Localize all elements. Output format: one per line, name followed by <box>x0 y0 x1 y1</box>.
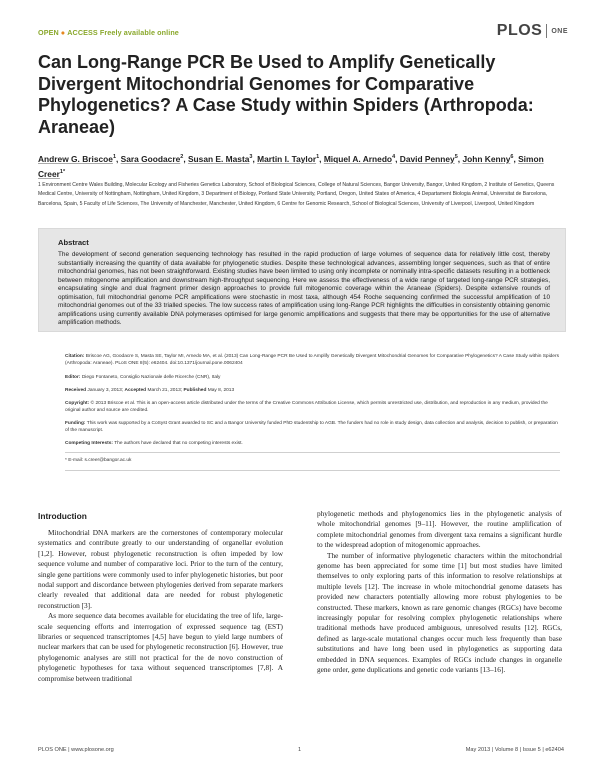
citation-label: Citation: <box>65 354 85 359</box>
author-name[interactable]: Miquel A. Arnedo <box>323 153 393 164</box>
editor-text: Diego Fontaneto, Consiglio Nazionale delle Ricerche (CNR), Italy <box>81 375 221 380</box>
introduction-heading: Introduction <box>38 511 87 521</box>
plos-one-logo <box>497 22 568 40</box>
footer-issue: May 2013 | Volume 8 | Issue 5 | e62404 <box>465 747 564 753</box>
open-access-banner <box>38 28 179 37</box>
received-date: January 3, 2013; <box>87 388 124 393</box>
author-affiliation-mark: 1 <box>112 154 116 160</box>
published-date: May 8, 2013 <box>207 388 235 393</box>
author-name[interactable]: Simon Creer <box>38 153 544 180</box>
author-affiliation-mark: 4 <box>392 154 396 160</box>
author-name[interactable]: John Kenny <box>462 153 511 164</box>
footer-page-number: 1 <box>298 747 302 753</box>
author-affiliation-mark: 1* <box>59 169 66 176</box>
corresponding-email: * E-mail: s.creer@bangor.ac.uk <box>65 458 132 463</box>
logo-divider <box>546 24 547 38</box>
body-left-column <box>38 528 283 684</box>
author-affiliation-mark: 3 <box>249 154 253 160</box>
footer-journal-site: PLOS ONE | www.plosone.org <box>38 747 114 753</box>
copyright-label: Copyright: <box>65 401 90 406</box>
body-right-column <box>317 509 562 676</box>
author-name[interactable]: Andrew G. Briscoe <box>38 153 113 164</box>
dates-block <box>65 387 560 394</box>
published-label: Published <box>183 388 207 393</box>
intro-paragraph: As more sequence data becomes available for elucidating the tree of life, large-scale sequencing efforts and interrogation of expressed sequence tag (EST) libraries or sequenced transcriptomes [4,5] have begun to yield large numbers of nuclear markers that can be used for phylogenetic reconstruction [6]. However, true phylogenomic analyses are still not practical for the de novo construction of phylogenetic hypotheses for taxa without sequenced transcriptomes [7,8]. A compromise between traditional <box>38 611 283 683</box>
copyright-block <box>65 400 560 414</box>
meta-divider-bottom <box>65 470 560 471</box>
citation-text: Briscoe AG, Goodacre S, Masta SE, Taylor MI, Arnedo MA, et al. (2013) Can Long-Range PCR Be Used to Amplify Genetically Divergent Mitochondrial Genomes for Comparative Phylogenetics? A Case Study within Spiders (Arthropoda: Araneae). PLoS ONE 8(5): e62404. doi:10.1371/journal.pone.0062404 <box>65 354 559 367</box>
accepted-label: Accepted <box>124 388 147 393</box>
abstract-text: The development of second generation sequencing technology has resulted in the rapid production of large volumes of sequence data for relatively little cost, thereby substantially increasing the quantity of data available for phylogenetic studies. Despite these technological advances, assembling longer sequences, such as that of entire mitochondrial genomes, has not been straightforward. Existing studies have been limited to using only incomplete or nominally intra-specific datasets resulting in a bottleneck between mitogenome amplification and downstream high-throughput sequencing. Here we assess the effectiveness of a wide range of targeted long-range PCR strategies, encapsulating single and dual fragment primer design approaches to provide full mitogenomic coverage within the Araneae (Spiders). Despite extensive rounds of optimisation, full mitochondrial genome PCR amplifications were stochastic in most taxa, although 454 Roche sequencing confirmed the successful amplification of 10 mitochondrial genomes out of the 33 trialled species. The low success rates of amplification using long-Range PCR highlights the difficulties in consistently obtaining genomic amplifications using currently available DNA polymerases optimised for large genomic amplifications and suggests that there may be opportunities for the use of alternative amplification methods. <box>58 251 550 326</box>
author-affiliation-mark: 5 <box>454 154 458 160</box>
author-name[interactable]: Martin I. Taylor <box>257 153 317 164</box>
accepted-date: March 21, 2013; <box>147 388 183 393</box>
received-label: Received <box>65 388 87 393</box>
citation-block <box>65 353 560 367</box>
meta-divider <box>65 452 560 453</box>
open-access-label: OPEN <box>38 28 59 37</box>
intro-paragraph: The number of informative phylogenetic characters within the mitochondrial genome has been appreciated for some time [1] but most studies have limited themselves to only exploring parts of this information to resolve relationships at multiple levels [12]. The increase in whole mitochondrial genome datasets has provided new characters potentially allowing more robust phylogenies to be constructed. These markers, known as rare genomic changes (RGCs) have become increasingly popular for resolving complex phylogenetic relationships where traditional methods have produced ambiguous, unresolved results [12]. RGCs, defined as large-scale mutational changes occur much less frequently than base substitutions and have long been used in phylogenetics as supporting data embedded in DNA sequences. Examples of RGCs include changes in organelle gene order, gene duplications and genetic code variants [13–16]. <box>317 550 562 675</box>
author-name[interactable]: Sara Goodacre <box>120 153 181 164</box>
funding-label: Funding: <box>65 421 86 426</box>
competing-interests-block <box>65 440 560 447</box>
author-affiliation-mark: 1 <box>316 154 320 160</box>
plos-logo-sub: ONE <box>551 27 568 35</box>
abstract-box <box>38 228 566 332</box>
author-affiliation-mark: 6 <box>510 154 514 160</box>
affiliations: 1 Environment Centre Wales Building, Molecular Ecology and Fisheries Genetics Laboratory, School of Biological Sciences, College of Natural Sciences, Bangor University, Bangor, United Kingdom, 2 Institute of Genetics, Queens Medical Centre, University of Nottingham, Nottingham, United Kingdom, 3 Department of Biology, Portland State University, Portland, Oregon, United States of America, 4 Departament Biologia Animal, Universitat de Barcelona, Barcelona, Spain, 5 Faculty of Life Sciences, The University of Manchester, Manchester, United Kingdom, 6 Centre for Genomic Research, School of Biological Sciences, University of Liverpool, Liverpool, United Kingdom <box>38 182 555 207</box>
copyright-text: © 2013 Briscoe et al. This is an open-access article distributed under the terms of the Creative Commons Attribution License, which permits unrestricted use, distribution, and reproduction in any medium, provided the original author and source are credited. <box>65 401 548 414</box>
author-name[interactable]: Susan E. Masta <box>187 153 250 164</box>
intro-paragraph: Mitochondrial DNA markers are the cornerstones of contemporary molecular systematics and contribute greatly to our understanding of organellar evolution [1,2]. However, robust phylogenetic reconstruction is often impeded by low sequence volume and number of comparative loci. Prior to the turn of the century, single gene partitions were commonly used to infer phylogenetic histories, but poor nodal support and discordance between phylogenies derived from separate markers clearly revealed that additional data are needed for robust phylogenetic reconstruction [3]. <box>38 528 283 610</box>
funding-block <box>65 420 560 434</box>
intro-paragraph: phylogenetic methods and phylogenomics lies in the phylogenetic analysis of whole mitochondrial genomes [9–11]. However, the routine amplification of complete mitochondrial genomes from divergent taxa remains a significant hurdle to the widespread adoption of mitogenomic approaches. <box>317 509 562 550</box>
editor-block <box>65 374 560 381</box>
freely-available-label: Freely available online <box>99 28 179 37</box>
abstract-heading: Abstract <box>58 238 89 247</box>
author-name[interactable]: David Penney <box>399 153 455 164</box>
access-label: ACCESS <box>67 28 98 37</box>
editor-label: Editor: <box>65 375 81 380</box>
author-list: Andrew G. Briscoe$^1$, Sara Goodacre$^2$, Susan E. Masta$^3$, Martin I. Taylor$^1$, Miquel A. Arnedo$^4$, David Penney$^5$, John Kenny$^6$, Simon Creer$^{1*}$ <box>38 153 544 180</box>
article-title: Can Long-Range PCR Be Used to Amplify Genetically Divergent Mitochondrial Genomes for Comparative Phylogenetics? A Case Study within Spiders (Arthropoda: Araneae) <box>38 52 534 137</box>
competing-text: The authors have declared that no competing interests exist. <box>114 441 243 446</box>
funding-text: This work was supported by a CoSyst Grant awarded to SC and a Bangor University funded PhD studentship to AGB. The funders had no role in study design, data collection and analysis, decision to publish, or preparation of the manuscript. <box>65 421 558 434</box>
author-affiliation-mark: 2 <box>180 154 184 160</box>
competing-label: Competing Interests: <box>65 441 113 446</box>
open-lock-icon: ● <box>60 28 66 37</box>
plos-logo-mark: PLOS <box>496 22 543 39</box>
